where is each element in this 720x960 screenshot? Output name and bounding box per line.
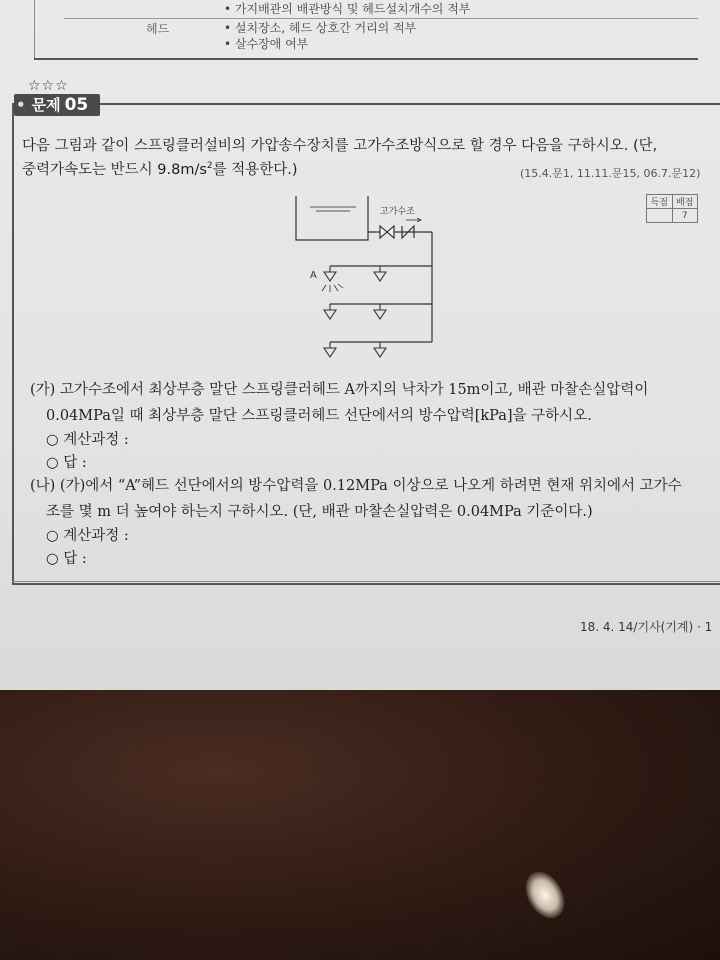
score-header-points: 배점 bbox=[672, 195, 698, 209]
question-line-2-end: 를 적용한다.) bbox=[212, 162, 298, 178]
score-header-earned: 득점 bbox=[647, 195, 673, 209]
exam-references: (15.4.문1, 11.11.문15, 06.7.문12) bbox=[520, 167, 701, 180]
table-border bbox=[34, 0, 35, 58]
subquestion-a-line-1: (가) 고가수조에서 최상부층 말단 스프링클러헤드 A까지의 낙차가 15m이고, 배관 마찰손실압력이 bbox=[30, 382, 649, 398]
table-bullet-2: • 설치장소, 헤드 상호간 거리의 적부 bbox=[224, 21, 417, 35]
elevated-tank bbox=[296, 196, 368, 240]
sprinkler-head-icon bbox=[324, 304, 336, 319]
sprinkler-head-icon bbox=[374, 342, 386, 357]
subquestion-b-line-2: 조를 몇 m 더 높여야 하는지 구하시오. (단, 배관 마찰손실압력은 0.04MPa 기준이다.) bbox=[46, 504, 593, 520]
subquestion-a-answer: ○ 답 : bbox=[46, 455, 87, 471]
subquestion-a-calc: ○ 계산과정 : bbox=[46, 432, 129, 448]
sprinkler-head-icon bbox=[324, 266, 336, 281]
question-line-2-text: 중력가속도는 반드시 9.8m/s bbox=[22, 162, 207, 178]
subquestion-b-calc: ○ 계산과정 : bbox=[46, 528, 129, 544]
subquestion-b-answer: ○ 답 : bbox=[46, 551, 87, 567]
question-line-2 bbox=[22, 158, 298, 179]
problem-badge bbox=[14, 94, 100, 116]
superscript: 2 bbox=[206, 161, 213, 172]
subquestion-a-line-2: 0.04MPa일 때 최상부층 말단 스프링클러헤드 선단에서의 방수압력[kPa]을 구하시오. bbox=[46, 408, 592, 424]
score-points: 7 bbox=[672, 209, 698, 223]
tank-label: 고가수조 bbox=[380, 207, 415, 217]
sprinkler-head-icon bbox=[374, 266, 386, 281]
head-a-label: A bbox=[310, 270, 317, 281]
sprinkler-diagram bbox=[290, 190, 460, 370]
table-bullet-3: • 살수장애 여부 bbox=[224, 37, 309, 51]
water-spray-icon bbox=[322, 284, 343, 292]
subquestion-b-line-1: (나) (가)에서 “A”헤드 선단에서의 방수압력을 0.12MPa 이상으로 나오게 하려면 현재 위치에서 고가수 bbox=[30, 478, 682, 494]
sprinkler-head-icon bbox=[374, 304, 386, 319]
question-line-1: 다음 그림과 같이 스프링클러설비의 가압송수장치를 고가수조방식으로 할 경우 다음을 구하시오. (단, bbox=[22, 138, 658, 154]
badge-number: 05 bbox=[64, 95, 89, 115]
badge-label: 문제 bbox=[31, 96, 61, 114]
badge-dot: • bbox=[16, 96, 26, 114]
top-table bbox=[34, 0, 698, 60]
table-bullet-1: • 가지배관의 배관방식 및 헤드설치개수의 적부 bbox=[224, 2, 471, 16]
box-bottom-rule bbox=[12, 581, 720, 582]
difficulty-stars: ☆☆☆ bbox=[28, 78, 69, 94]
table-row-label: 헤드 bbox=[146, 22, 170, 36]
desk-background bbox=[0, 690, 720, 960]
score-earned bbox=[647, 209, 673, 223]
sprinkler-head-icon bbox=[324, 342, 336, 357]
page-footer: 18. 4. 14/기사(기계) · 1 bbox=[580, 620, 713, 634]
gate-valve-icon bbox=[380, 226, 394, 238]
score-table bbox=[646, 194, 698, 223]
